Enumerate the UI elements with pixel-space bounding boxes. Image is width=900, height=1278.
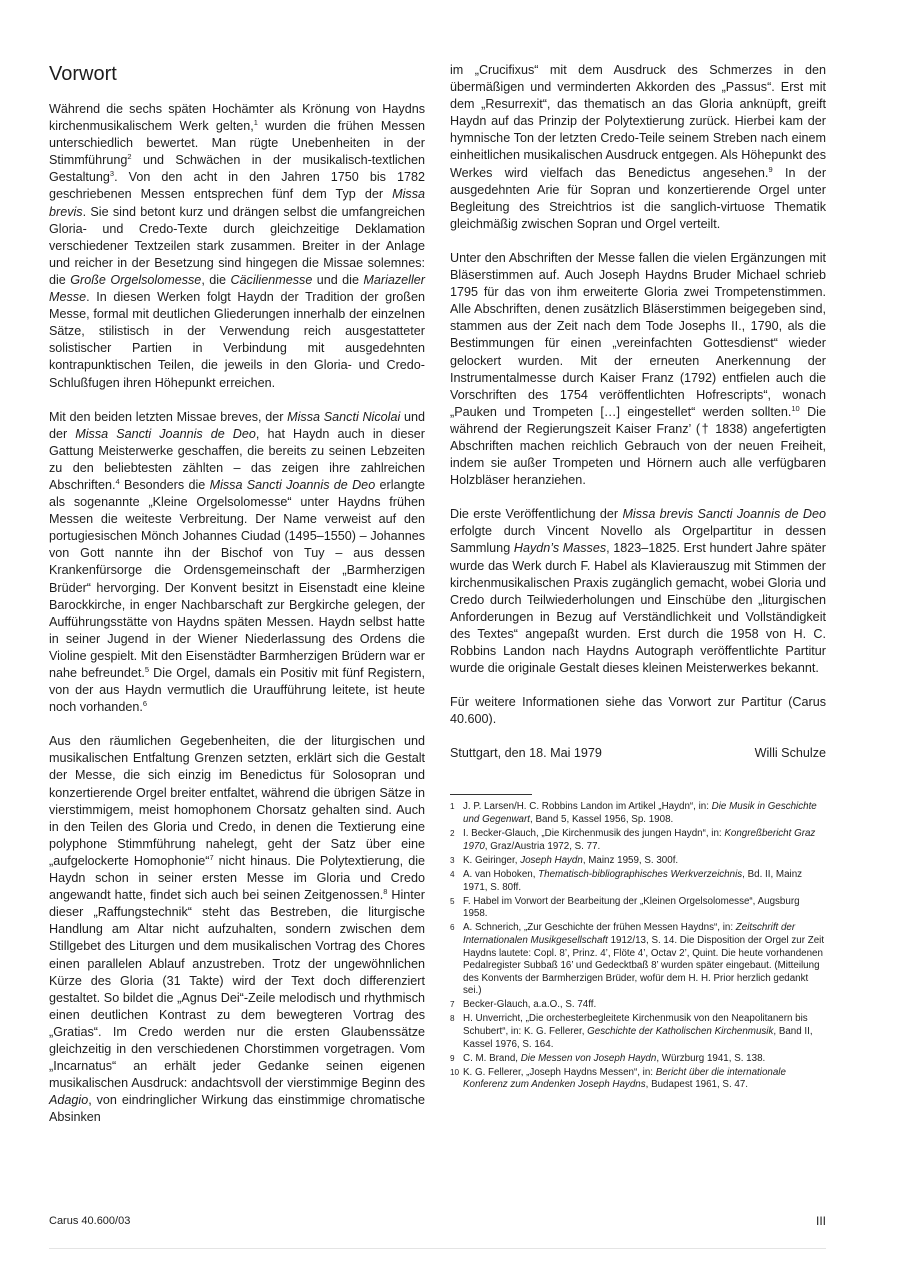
paragraph: Unter den Abschriften der Messe fallen die vielen Ergänzungen mit Bläserstimmen auf. Auch Joseph Haydns Bruder Michael schrieb 1795 für das von ihm erweiterte Gloria zwei Trompetenstimmen. Alle Abschriften, denen zusätzlich Bläserstimmen beigegeben sind, stammen aus der Zeit nach dem Tode Josephs II., 1790, als die Bestimmungen für einen „vereinfachten Gottesdienst“ wieder gelockert wurden. Mit der erneuten Anerkennung der Instrumentalmesse durch Kaiser Franz (1792) entfielen auch die Vorschriften des 1754 veröffentlichten Hofrescripts“, wonach „Pauken und Trompeten […] eingestellet“ werden sollten.$^{10}$ Die während der Regierungszeit Kaiser Franz’ († 1838) angefertigten Abschriften machen reichlich Gebrauch von der neuen Freiheit, indem sie außer Trompeten und Hörnern auch alle verfügbaren Holzbläser heranziehen. xyxy=(450,250,826,488)
footnote-ref: 6 xyxy=(142,699,147,709)
footer-divider xyxy=(49,1248,826,1249)
footnote-item: 3 K. Geiringer, Joseph Haydn, Mainz 1959, S. 300f. xyxy=(450,854,679,866)
page-title: Vorwort xyxy=(49,63,117,85)
footnote-number: 4 xyxy=(450,869,455,879)
footnote-number: 9 xyxy=(450,1053,455,1063)
footnote-ref: 2 xyxy=(127,152,132,162)
footnote-number: 5 xyxy=(450,896,455,906)
footnote-item: 10 K. G. Fellerer, „Joseph Haydns Messen“, in: Bericht über die internationale Konferenz zum Andenken Joseph Haydns, Budapest 1961, S. 47. xyxy=(450,1066,786,1091)
footnote-item: 5 F. Habel im Vorwort der Bearbeitung der „Kleinen Orgelsolomesse“, Augsburg 1958. xyxy=(450,895,800,920)
author-name: Willi Schulze xyxy=(754,746,826,761)
footnote-number: 8 xyxy=(450,1014,455,1024)
paragraph: Mit den beiden letzten Missae breves, der Missa Sancti Nicolai und der Missa Sancti Joannis de Deo, hat Haydn auch in dieser Gattung Meisterwerke geschaffen, die bereits zu seinen Lebzeiten zu den beliebtesten zählten – das zeigen ihre zahlreichen Abschriften.$^4$ Besonders die Missa Sancti Joannis de Deo erlangte als sogenannte „Kleine Orgelsolomesse“ unter Haydns frühen Messen die weiteste Verbreitung. Der Name verweist auf den portugiesischen Mönch Johannes Ciudad (1495–1550) – Johannes von Gott nannte ihn der Bischof von Tuy – aus dessen Krankenfürsorge die Ordensgemeinschaft der „Barmherzigen Brüder“ hervorging. Der Konvent besitzt in Eisenstadt eine kleine Barockkirche, in enger Nachbarschaft zur Bergkirche gelegen, der Aufführungsstätte von Haydns späten Messen. Haydn selbst hatte in seiner Jugend in der Wiener Niederlassung des Ordens die Violine gespielt. Mit den Eisenstädter Barmherzigen Brüdern war er nahe befreundet.$^5$ Die Orgel, damals ein Positiv mit fünf Registern, von der aus Haydn vermutlich die Uraufführung leitete, ist heute noch vorhanden.$^6$ xyxy=(49,409,426,715)
footnote-number: 10 xyxy=(450,1067,460,1077)
footnote-ref: 10 xyxy=(791,403,800,413)
paragraph: Die erste Veröffentlichung der Missa brevis Sancti Joannis de Deo erfolgte durch Vincent Novello als Orgelpartitur in dessen Sammlung Haydn’s Masses, 1823–1825. Erst hundert Jahre später wurde das Werk durch F. Habel als Klavierauszug mit Stimmen der kirchenmusikalischen Praxis zugänglich gemacht, wobei Gloria und Credo durch Teilwiederholungen und Einschübe den „liturgischen Anforderungen in Bezug auf Verständlichkeit und Vollständigkeit des Textes“ angepaßt wurden. Erst durch die 1958 von H. C. Robbins Landon nach Haydns Autograph veröffentlichte Partitur wurde die originale Gestalt dieses kleinen Meisterwerkes bekannt. xyxy=(450,507,826,676)
page-number: III xyxy=(815,1214,826,1228)
footnote-ref: 3 xyxy=(109,169,115,179)
paragraph: im „Crucifixus“ mit dem Ausdruck des Schmerzes in den übermäßigen und verminderten Akkorden des „Passus“. Erst mit dem „Resurrexit“, das thematisch an das Gloria anknüpft, greift Haydn auf das Prinzip der Polytextierung zurück. Hierbei kam der hymnische Ton der letzten Credo-Teile seinem Streben nach einem einheitlichen musikalischen Ausdruck entgegen. Als Höhepunkt des Werkes wird vielfach das Benedictus angesehen.$^9$ In der ausgedehnten Arie für Sopran und konzertierende Orgel unter Begleitung des Streichtrios ist die sanglich-virtuose Thematik gleichmäßig zwischen Sopran und Orgel verteilt. xyxy=(450,63,827,231)
left-column xyxy=(49,62,425,1143)
footnotes-list xyxy=(450,801,826,1092)
place-date: Stuttgart, den 18. Mai 1979 xyxy=(450,746,602,761)
footnote-ref: 5 xyxy=(144,665,150,674)
footnote-number: 2 xyxy=(450,829,455,839)
footnote-ref: 8 xyxy=(383,887,388,897)
footnote-number: 1 xyxy=(450,802,455,812)
right-column xyxy=(450,62,826,1094)
footnote-ref: 7 xyxy=(209,852,214,862)
page-footer xyxy=(49,1214,826,1228)
footnote-ref: 1 xyxy=(253,118,258,128)
footnote-ref: 4 xyxy=(115,476,120,486)
footnote-item: 8 H. Unverricht, „Die orchesterbegleitete Kirchenmusik von den Neapolitanern bis Schubert“, in: K. G. Fellerer, Geschichte der Katholischen Kirchenmusik, Band II, Kassel 1976, S. 164. xyxy=(450,1013,813,1050)
footnote-item: 7 Becker-Glauch, a.a.O., S. 74ff. xyxy=(450,999,597,1011)
footnote-item: 2 I. Becker-Glauch, „Die Kirchenmusik des jungen Haydn“, in: Kongreßbericht Graz 1970, Graz/Austria 1972, S. 77. xyxy=(450,828,816,852)
catalog-number: Carus 40.600/03 xyxy=(49,1215,131,1227)
footnote-separator xyxy=(450,794,532,795)
footnote-item: 1 J. P. Larsen/H. C. Robbins Landon im Artikel „Haydn“, in: Die Musik in Geschichte und Gegenwart, Band 5, Kassel 1956, Sp. 1908. xyxy=(450,801,817,826)
signature-line xyxy=(450,745,826,762)
footnote-item: 6 A. Schnerich, „Zur Geschichte der frühen Messen Haydns“, in: Zeitschrift der Internationalen Musikgesellschaft 1912/13, S. 14. Die Disposition der Orgel zur Zeit Haydns lautete: Copl. 8’, Prinz. 4’, Flöte 4’, Octav 2’, Quint. Die heute vorhandenen Pedalregister Subbaß 16’ und Gedecktbaß 8’ wurden später eingebaut. (Mitteilung des Konvents der Barmherzigen Brüder, wofür dem H. H. Prior herzlich gedankt sei.) xyxy=(450,922,825,997)
footnote-item: 4 A. van Hoboken, Thematisch-bibliographisches Werkverzeichnis, Bd. II, Mainz 1971, S. 80ff. xyxy=(450,868,803,893)
footnote-number: 3 xyxy=(450,855,455,865)
footnote-number: 7 xyxy=(450,1000,455,1010)
footnote-ref: 9 xyxy=(768,164,773,174)
paragraph: Für weitere Informationen siehe das Vorwort zur Partitur (Carus 40.600). xyxy=(450,695,826,727)
footnote-item: 9 C. M. Brand, Die Messen von Joseph Haydn, Würzburg 1941, S. 138. xyxy=(450,1052,766,1064)
paragraph: Aus den räumlichen Gegebenheiten, die der liturgischen und musikalischen Entfaltung Grenzen setzten, erklärt sich die Gestalt der Messe, die sich einzig im Benedictus für Solosopran und konzertierende Orgel breiter entfaltet, während die übrigen Sätze in vierstimmigem, meist homophonem Chorsatz gehalten sind. Auch in den Teilen des Gloria und Credo, in denen die Textierung eine polyphone Stimmführung nahelegt, geht der Satz über eine „aufgelockerte Homophonie“$^7$ nicht hinaus. Die Polytextierung, die Haydn schon in seiner ersten Messe im Gloria und Credo angewandt hatte, findet sich auch bei seinen Zeitgenossen.$^8$ Hinter dieser „Raffungstechnik“ steht das Bestreben, die liturgische Handlung am Altar nicht aufzuhalten, sondern zwischen dem Stillgebet des Liturgen und dem musikalischen Vortrag des Chores einen parallelen Ablauf anzustreben. Trotz der ungewöhnlichen Kürze des Gloria (31 Takte) wird der Text doch differenziert gestaltet. So bildet die „Agnus Dei“-Zeile melodisch und rhythmisch einen deutlichen Kontrast zu dem bewegteren Vortrag des „Gratias“. Im Credo werden nur die ersten Glaubenssätze gleichzeitig in den verschiedenen Chorstimmen vorgetragen. Vom „Incarnatus“ an erhält jeder Gedanke seinen eigenen musikalischen Ausdruck: andachtsvoll der vierstimmige Beginn des Adagio, von eindringlicher Wirkung das einstimmige chromatische Absinken xyxy=(49,734,425,1125)
footnote-number: 6 xyxy=(450,923,455,933)
paragraph: Während die sechs späten Hochämter als Krönung von Haydns kirchenmusikalischem Werk gelten,$^1$ wurden die frühen Messen unterschiedlich bewertet. Man rügte Unebenheiten in der Stimmführung$^2$ und Schwächen in der musikalisch-textlichen Gestaltung$^3$. Von den acht in den Jahren 1750 bis 1782 geschriebenen Messen entsprechen fünf dem Typ der Missa brevis. Sie sind betont kurz und drängen selbst die umfangreichen Gloria- und Credo-Texte durch gleichzeitige Deklamation verschiedener Textzeilen stark zusammen. Breiter in der Anlage und reicher in der Besetzung sind hingegen die Missae solemnes: die Große Orgelsolomesse, die Cäcilienmesse und die Mariazeller Messe. In diesen Werken folgt Haydn der Tradition der großen Messe, formal mit deutlichen Gliederungen innerhalb der einzelnen Sätze, stilistisch in der Verwendung reich ausgestatteter solistischer Partien in Verbindung mit ausgedehnten kontrapunktischen Teilen, die jeweils in den Gloria- und Credo-Schlußfugen ihren Höhepunkt erreichen. xyxy=(49,102,425,390)
